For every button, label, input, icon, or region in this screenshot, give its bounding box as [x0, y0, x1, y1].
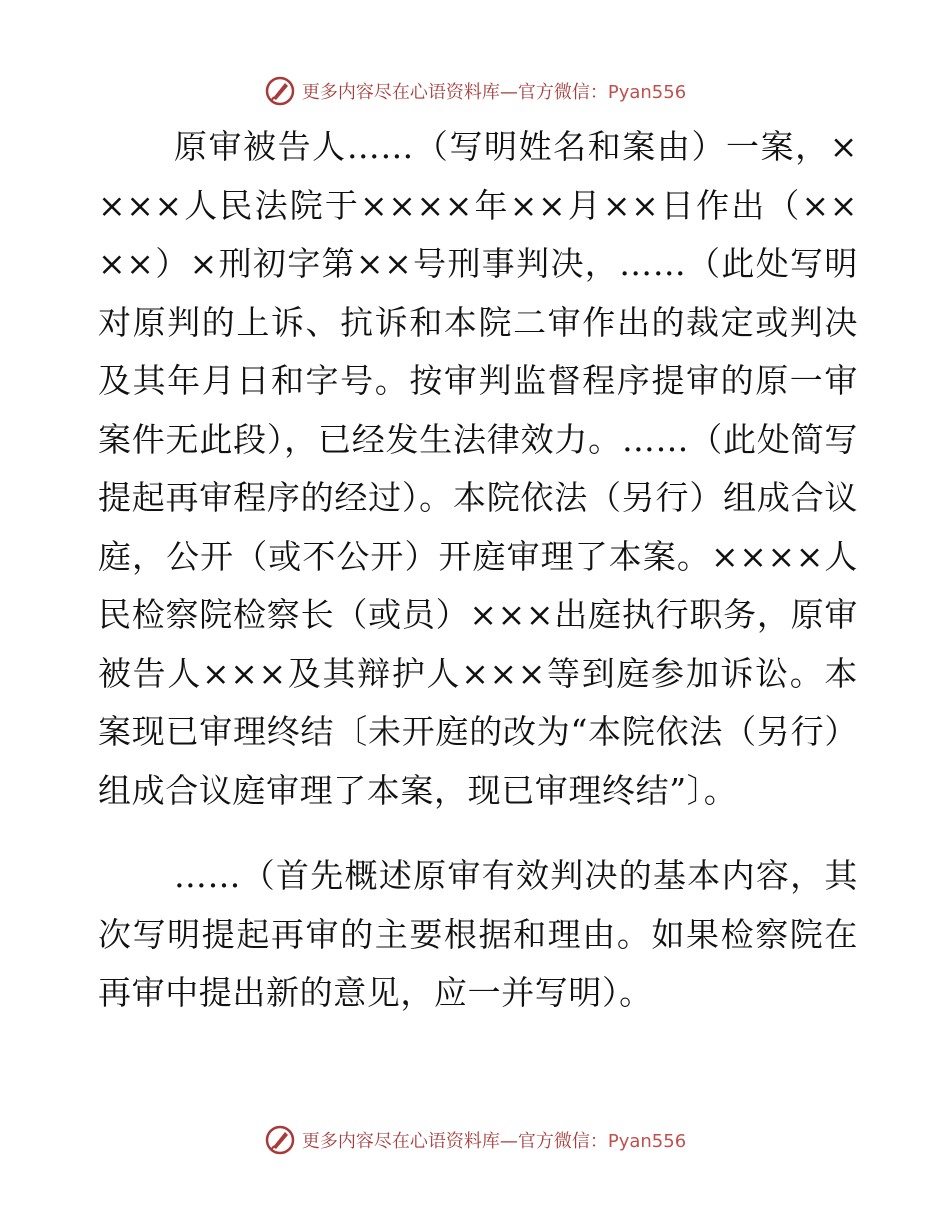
body-paragraph: 原审被告人……（写明姓名和案由）一案，××××人民法院于××××年××月××日作出（××××）×刑初字第××号刑事判决，……（此处写明对原判的上诉、抗诉和本院二审作出的裁定或判决及其年月日和字号。按审判监督程序提审的原一审案件无此段），已经发生法律效力。……（此处简写提起再审程序的经过）。本院依法（另行）组成合议庭，公开（或不公开）开庭审理了本案。××××人民检察院检察长（或员）×××出庭执行职务，原审被告人×××及其辩护人×××等到庭参加诉讼。本案现已审理终结〔未开庭的改为“本院依法（另行）组成合议庭审理了本案，现已审理终结”〕。 [98, 127, 858, 810]
watermark-text: 更多内容尽在心语资料库—官方微信：Pyan556 [301, 82, 687, 103]
watermark-id: Pyan556 [607, 1131, 687, 1152]
body-paragraph: ……（首先概述原审有效判决的基本内容，其次写明提起再审的主要根据和理由。如果检察院在再审中提出新的意见，应一并写明）。 [98, 856, 858, 1012]
watermark-text: 更多内容尽在心语资料库—官方微信：Pyan556 [301, 1131, 687, 1152]
watermark-id: Pyan556 [607, 82, 687, 103]
quill-pen-logo-icon [264, 1124, 296, 1156]
document-body [98, 118, 858, 1023]
footer-watermark [0, 1120, 950, 1160]
quill-pen-logo-icon [264, 75, 296, 107]
header-watermark [0, 71, 950, 111]
